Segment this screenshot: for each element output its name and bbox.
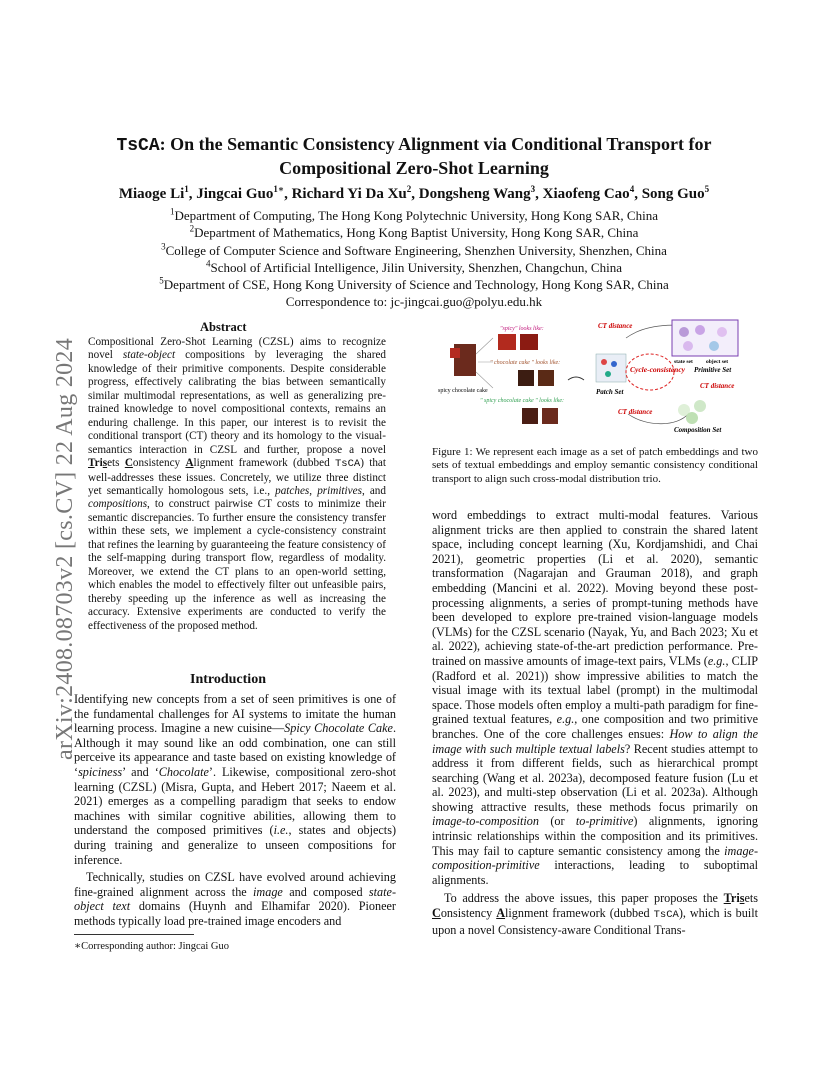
state-set-label: state set: [674, 359, 693, 365]
spicy-label: "spicy" looks like:: [500, 326, 544, 332]
abstract-heading: Abstract: [200, 320, 247, 334]
affiliations: [60, 207, 768, 293]
title-text: : On the Semantic Consistency Alignment via Conditional Transport for: [159, 134, 712, 154]
composition-set-label: Composition Set: [674, 426, 722, 434]
chocolate-label: " chocolate cake " looks like:: [490, 360, 561, 366]
figure-caption: Figure 1: We represent each image as a set of patch embeddings and two sets of textual embeddings and employ semantic consistency conditional transport to align such cross-modal distribution trio.: [432, 446, 758, 485]
patch-set-label: Patch Set: [596, 388, 624, 396]
author-name: Song Guo$^5$: [641, 184, 710, 202]
author-name: Jingcai Guo$^{1∗}$: [196, 184, 285, 202]
introduction-col1: Identifying new concepts from a set of seen primitives is one of the fundamental challenges for AI systems to imitate the human learning process. Imagine a new cuisine—Spicy Chocolate Cake. Although it may sound like an odd combination, one can still perceive its appearance and taste based on existing knowledge of ‘spiciness’ and ‘Chocolate’. Likewise, compositional zero-shot learning (CZSL) (Misra, Gupta, and Hebert 2017; Naeem et al. 2021) emerges as a compelling paradigm that seeks to endow machines with similar cognitive abilities, allowing them to understand the composed primitives (i.e., states and objects) during training and generalize to unseen compositions for inference. Technically, studies on CZSL have evolved around achieving fine-grained alignment across the image and composed state-object text domains (Huynh and Elhamifar 2020). Pioneer methods typically load pre-trained image encoders and: [74, 692, 396, 928]
cycle-consistency-label: Cycle-consistency: [630, 365, 685, 374]
author-name: Xiaofeng Cao$^4$: [542, 184, 635, 202]
arxiv-id: arXiv:2408.08703v2 [cs.CV] 22 Aug 2024: [52, 337, 78, 760]
author-list: Miaoge Li$^1$, Jingcai Guo$^{1∗}$, Richard Yi Da Xu$^2$, Dongsheng Wang$^3$, Xiaofeng Cao$^4$, Song Guo$^5$: [118, 184, 710, 202]
input-label: spicy chocolate cake: [438, 388, 488, 394]
title-line2: Compositional Zero-Shot Learning: [279, 158, 549, 178]
ct-distance-top: CT distance: [598, 322, 633, 330]
arxiv-sidebar: [8, 290, 78, 770]
author-name: Richard Yi Da Xu$^2$: [291, 184, 412, 202]
footnote-rule: [74, 934, 194, 935]
primitive-set-label: Primitive Set: [694, 366, 732, 374]
spicy-chocolate-label: " spicy chocolate cake " looks like:: [480, 398, 565, 404]
author-name: Dongsheng Wang$^3$: [418, 184, 536, 202]
title-method-name: TsCA: [116, 136, 160, 156]
abstract-body: Compositional Zero-Shot Learning (CZSL) aims to recognize novel state-object compositions by leveraging the shared knowledge of their primitive components. Despite considerable progress, effectively calibrating the bias between semantically similar multimodal representations, as well as generalizing pre-trained knowledge to novel compositional contexts, remains an enduring challenge. In this paper, our interest is to revisit the conditional transport (CT) theory and its homology to the visual-semantics interaction in CZSL and further, propose a novel Trisets Consistency Alignment framework (dubbed TsCA) that well-addresses these issues. Concretely, we utilize three distinct yet semantically homologous sets, i.e., patches, primitives, and compositions, to construct pairwise CT costs to minimize their semantic discrepancies. To further ensure the consistency transfer within these sets, we implement a cycle-consistency constraint that refines the learning by guaranteeing the feature consistency of the self-mapping during transport flow, regardless of modality. Moreover, we extend the CT plans to an open-world setting, which enables the model to effectively filter out unfeasible pairs, thereby speeding up the inference as well as increasing the accuracy. Extensive experiments are conducted to verify the effectiveness of the proposed method.: [88, 336, 386, 632]
object-set-label: object set: [706, 359, 729, 365]
footnote: ∗Corresponding author: Jingcai Guo: [74, 941, 229, 952]
affiliation-line: $^5$Department of CSE, Hong Kong University of Science and Technology, Hong Kong SAR, China: [159, 275, 669, 293]
primitive-set: [672, 320, 738, 356]
patch-set: [596, 354, 626, 382]
figure-1: [438, 318, 756, 436]
ct-distance-bottom: CT distance: [618, 408, 653, 416]
affiliation-line: $^4$School of Artificial Intelligence, Jilin University, Shenzhen, Changchun, China: [206, 258, 622, 275]
paper-title: [60, 133, 768, 179]
affiliation-line: $^2$Department of Mathematics, Hong Kong Baptist University, Hong Kong SAR, China: [189, 223, 639, 241]
introduction-heading: Introduction: [190, 672, 266, 687]
affiliation-line: $^3$College of Computer Science and Software Engineering, Shenzhen University, Shenzhen, China: [161, 241, 667, 258]
correspondence: Correspondence to: jc-jingcai.guo@polyu.edu.hk: [285, 294, 543, 309]
affiliation-line: $^1$Department of Computing, The Hong Kong Polytechnic University, Hong Kong SAR, China: [170, 206, 658, 223]
introduction-col2: word embeddings to extract multi-modal features. Various alignment tricks are then applied to constrain the shared latent space, including concept learning (Xu, Kordjamshidi, and Chai 2021), geometric properties (Li et al. 2020), semantic transformation (Nagarajan and Grauman 2018), and graph embedding (Mancini et al. 2022). Moving beyond these post-processing alignments, a series of prompt-tuning methods have been developed to explore pre-trained vision-language models (VLMs) for the CZSL scenario (Nayak, Yu, and Bach 2023; Xu et al. 2022), achieving state-of-the-art prediction performance. Pre-trained on massive amounts of image-text pairs, VLMs (e.g., CLIP (Radford et al. 2021)) show impressive abilities to match the visual image with its textual label (prompt) in the multimodal space. Those models often employ a multi-path paradigm for fine-grained textual features, e.g., one composition and two primitive branches. One of the core challenges ensues: How to align the image with such multiple textual labels? Recent studies attempt to address it from different fields, such as hierarchical prompt searching (Wang et al. 2023a), decomposed feature fusion (Lu et al. 2023), and multi-step observation (Li et al. 2023a). Although showing attractive results, these methods focus primarily on image-to-composition (or to-primitive) alignments, ignoring intrinsic relationships within the composition and its primitives. This may fail to capture semantic consistency among the image-composition-primitive interactions, leading to suboptimal alignments. To address the above issues, this paper proposes the Trisets Consistency Alignment framework (dubbed TsCA), which is built upon a novel Consistency-aware Conditional Trans-: [432, 508, 759, 937]
author-name: Miaoge Li$^1$: [118, 184, 189, 202]
ct-distance-right: CT distance: [700, 382, 735, 390]
